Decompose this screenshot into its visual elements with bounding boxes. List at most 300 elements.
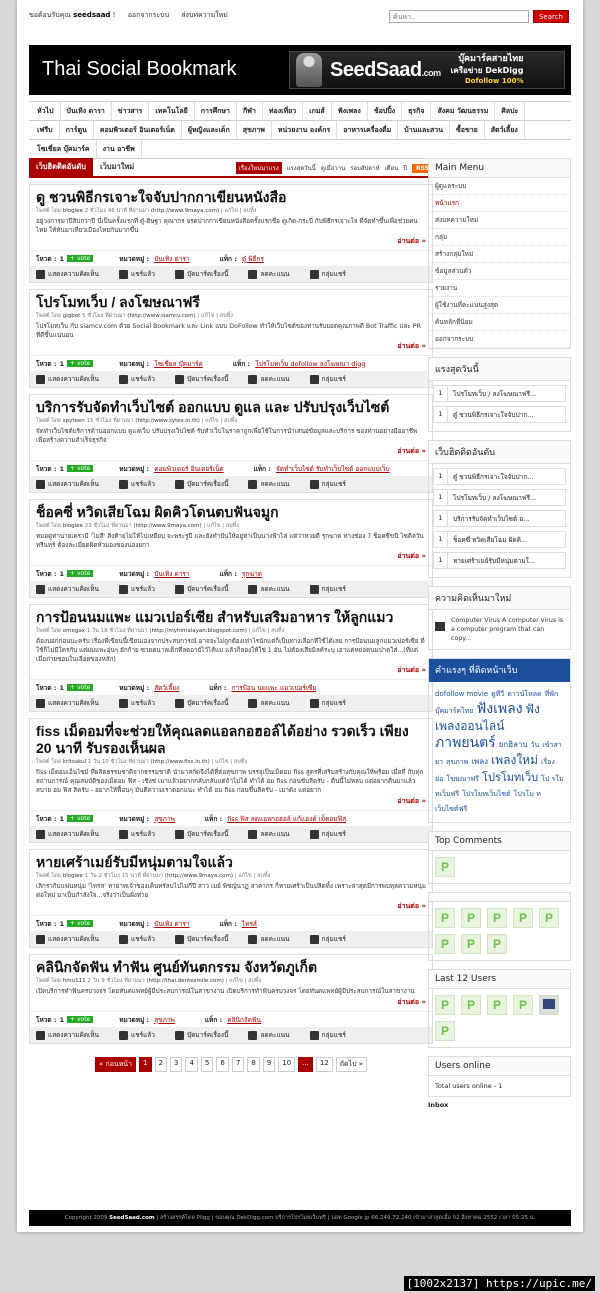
share-link[interactable] — [119, 698, 155, 708]
top-stories-box — [428, 440, 571, 578]
avatar[interactable] — [461, 934, 481, 954]
edit-link[interactable]: แก้ไข — [224, 208, 238, 214]
tag-cloud-link[interactable]: โปรโม ทเว็บไซต์ฟรี — [435, 790, 541, 813]
tags-label: แท็ก : — [232, 359, 251, 368]
share-link-label: แชร์แล้ว — [131, 1031, 155, 1039]
vote-count: 1 — [59, 254, 65, 263]
tag-cloud-link[interactable]: โป รโมทเว็บฟรี — [435, 775, 564, 798]
show-comments-link[interactable] — [36, 269, 99, 279]
page-number[interactable]: 3 — [170, 1057, 182, 1072]
show-comments-link[interactable] — [36, 934, 99, 944]
story-category — [119, 464, 223, 474]
story-time: 5 ชั่วโมง ที่ผ่านมา — [82, 313, 126, 319]
nav-item[interactable]: กีฬา — [237, 102, 263, 120]
edit-link[interactable]: แก้ไข — [207, 523, 221, 529]
read-more-link[interactable]: อ่านต่อ » — [397, 237, 426, 245]
share-link[interactable] — [119, 584, 155, 594]
page-number[interactable]: 6 — [216, 1057, 228, 1072]
vote-button[interactable]: + vote — [67, 255, 93, 262]
main-menu-item[interactable]: กลุ่ม — [429, 229, 570, 246]
tag-cloud-link[interactable]: ที่พัก — [544, 690, 559, 698]
vote-count: 1 — [59, 569, 65, 578]
tag-cloud-link[interactable]: ย่อ — [435, 775, 444, 783]
nav-item[interactable]: การศึกษา — [195, 102, 237, 120]
page-number[interactable]: ... — [298, 1057, 313, 1072]
rank-title: ตู๋ ชวนพิธีกรเจาะใจจับปาก... — [453, 472, 534, 481]
bookmark-link[interactable] — [175, 934, 228, 944]
top-stories-title: เว็บฮิตติดอันดับ — [429, 441, 570, 464]
avatar[interactable] — [487, 934, 507, 954]
report-link[interactable] — [248, 374, 289, 384]
group-share-link[interactable] — [310, 479, 346, 489]
bookmark-link[interactable] — [175, 479, 228, 489]
story-title[interactable]: บริการรับจัดทำเว็บไซต์ ออกแบบ ดูแล และ ปรับปรุงเว็บไซต์ — [36, 399, 390, 415]
bookmark-link[interactable] — [175, 1030, 228, 1040]
tag-cloud-link[interactable]: ภาพยนตร์ — [435, 735, 496, 751]
search-area — [389, 10, 569, 23]
delete-link[interactable]: ลบทิ้ง — [219, 313, 233, 319]
rss-icon[interactable]: RSS — [412, 164, 433, 173]
group-share-link[interactable] — [310, 584, 346, 594]
avatar[interactable] — [539, 908, 559, 928]
share-link[interactable] — [119, 374, 155, 384]
share-link[interactable] — [119, 1030, 155, 1040]
tag-link[interactable]: fiss ฟิส ลดแอลกอฮอล์ แก้แฮงค์ เม็ดอมฟิส — [227, 814, 347, 823]
nav-item[interactable]: บันเทิง ดารา — [61, 102, 112, 120]
tag-cloud-link[interactable]: เพลง — [471, 757, 489, 766]
avatar[interactable] — [513, 995, 533, 1015]
story-author[interactable]: gigbot — [62, 313, 81, 319]
mascot-icon — [296, 53, 322, 87]
nav-item[interactable]: ศิลปะ — [495, 102, 525, 120]
story-item — [29, 184, 433, 283]
logout-link[interactable]: ออกจากระบบ — [127, 11, 170, 19]
story-author[interactable]: spyteen — [62, 418, 85, 424]
avatar[interactable] — [513, 908, 533, 928]
edit-link[interactable]: แก้ไข — [252, 628, 266, 634]
username-link[interactable]: seedsaad — [73, 11, 111, 19]
vote-row — [30, 810, 432, 826]
avatar[interactable] — [435, 857, 455, 877]
edit-link[interactable]: แก้ไข — [201, 313, 215, 319]
story-category — [119, 683, 179, 693]
story-excerpt: เปิดบริการทำฟันครบวงจร โดยทันตแพทย์ผู้มีประสบการณ์ในสาขางาน เปิดบริการทำฟันครบวงจร โดยทันตแพทย์ผู้มีประสบการณ์ในสาขางาน — [36, 988, 415, 995]
story-item — [29, 499, 433, 598]
story-tags — [209, 683, 316, 693]
bookmark-link-label: บุ๊คมาร์คเรื่องนี้ — [186, 935, 229, 943]
category-link[interactable]: โซเชี่ยล บุ๊คมาร์ค — [154, 359, 203, 368]
category-label: หมวดหมู่ : — [119, 254, 150, 263]
rank-item[interactable] — [433, 468, 566, 485]
story-author[interactable]: omegax — [62, 628, 85, 634]
story-meta: โพสต์ โดย spyteen 15 ชั่วโมง ที่ผ่านมา (http://www.sytes.in.th) | แก้ไข | ลบทิ้ง — [36, 418, 238, 424]
report-link-label: ลดคะแนน — [260, 830, 290, 838]
story-item — [29, 954, 433, 1044]
sort-yesterday[interactable]: ดูเมื่อวาน — [320, 165, 346, 172]
story-body — [30, 395, 432, 460]
main-menu-item[interactable]: รายงาน — [429, 280, 570, 297]
nav-item[interactable]: ท่องเที่ยว — [263, 102, 303, 120]
bookmark-icon — [175, 375, 184, 384]
rank-item[interactable] — [433, 531, 566, 548]
nav-item[interactable]: หน่วยงาน องค์กร — [272, 121, 337, 139]
story-excerpt: fiss เม็ดอมเอ็นไซม์ ที่ผลิตธรรมชาติจากธรรมชาติ นำมาสกัดจึงได้ที่ต่อสุขภาพ บรรจุเป็นเม็ดอม fiss ​​​​​​​สูตรที่เสริมสร้างกับคุณให้พร้อม เมื่อที่ กับทุกสถานการณ์ คุณสมบัติของเม็ดอม ฟิส - เชิงช่ เมาแล้วอยากกลับกลับแต่ถ้าไม่ได้ ทำได้ อม fiss ก่อนขับสิครับ - ตื่นนี้ไม่หลบ แต่อยากตื่นมาแล้วสบาย อม ฟิส สิครับ - อยากให้ฟื้อนๆ มันตีความเราดอกแนะ ทำได้ อม fiss ก่อนขึ้นสิครับ - เมาดัง แต่อยาก — [36, 769, 424, 794]
new-comments-box — [428, 586, 571, 650]
delete-link[interactable]: ลบทิ้ง — [257, 873, 271, 879]
nav-item[interactable]: ข่าวสาร — [112, 102, 150, 120]
nav-item[interactable]: บ้านและสวน — [398, 121, 450, 139]
vote-button[interactable]: + vote — [67, 815, 93, 822]
read-more-link[interactable]: อ่านต่อ » — [397, 902, 426, 910]
avatar[interactable] — [461, 908, 481, 928]
tag-cloud-link[interactable]: เข้าสายา — [435, 741, 562, 766]
avatar[interactable] — [487, 995, 507, 1015]
read-more-link[interactable]: อ่านต่อ » — [397, 998, 426, 1006]
tags-label: แท็ก : — [219, 569, 237, 578]
tag-cloud-link[interactable]: ดาวน์โหลด — [507, 690, 542, 698]
story-url[interactable]: (http://www.9maya.com) — [133, 523, 202, 529]
bookmark-link[interactable] — [175, 584, 228, 594]
comment-icon — [36, 270, 45, 279]
page-number[interactable]: 10 — [278, 1057, 295, 1072]
sort-today[interactable]: แรงสุดวันนี้ — [286, 165, 316, 172]
tag-cloud-link[interactable]: เพลงใหม่ — [491, 753, 538, 767]
group-share-link[interactable] — [310, 698, 346, 708]
delete-link[interactable]: ลบทิ้ง — [225, 523, 239, 529]
category-link[interactable]: บันเทิง ดารา — [154, 569, 190, 578]
vote-button[interactable]: + vote — [67, 684, 93, 691]
nav-item[interactable]: งาน อาชีพ — [97, 140, 142, 158]
report-link-label: ลดคะแนน — [260, 1031, 290, 1039]
nav-item[interactable]: เกมส์ — [303, 102, 332, 120]
story-url[interactable]: (http://www.sytes.in.th) — [135, 418, 200, 424]
share-icon — [119, 830, 128, 839]
show-comments-link[interactable] — [36, 698, 99, 708]
category-nav — [29, 101, 571, 159]
main-menu-item[interactable]: ค้นหลักที่นิยม — [429, 314, 570, 331]
rank-item[interactable] — [433, 510, 566, 527]
last-users-box — [428, 969, 571, 1048]
avatar[interactable] — [487, 908, 507, 928]
nav-item[interactable]: คอมพิวเตอร์ อินเตอร์เน็ต — [94, 121, 182, 139]
report-link-label: ลดคะแนน — [260, 375, 290, 383]
read-more-link[interactable]: อ่านต่อ » — [397, 552, 426, 560]
tag-link[interactable]: จัดทำเว็บไซต์ รับทำเว็บไซต์ ออกแบบเว็บ — [276, 464, 390, 473]
vote-row — [30, 915, 432, 931]
comment-item[interactable] — [429, 610, 570, 649]
main-menu-item[interactable]: ผู้ดูแลระบบ — [429, 178, 570, 195]
tag-cloud-link[interactable]: ดูทีวี — [491, 690, 505, 698]
next-page-button[interactable]: ถัดไป » — [336, 1057, 367, 1072]
nav-item[interactable]: การ์ตูน — [60, 121, 94, 139]
bookmark-link-label: บุ๊คมาร์คเรื่องนี้ — [186, 830, 229, 838]
story-meta: โพสต์ โดย bloglee 1 วัน 2 ชั่วโมง 15 นาที ที่ผ่านมา (http://www.9maya.com) | แก้ไข | ลบทิ้ง — [36, 873, 271, 879]
page-number[interactable]: 4 — [185, 1057, 197, 1072]
delete-link[interactable]: ลบทิ้ง — [270, 628, 285, 634]
category-label: หมวดหมู่ : — [119, 919, 150, 928]
tag-cloud-link[interactable]: โปรโมทเว็บ — [482, 771, 539, 784]
vote-button[interactable]: + vote — [67, 465, 93, 472]
seedsaad-logo[interactable] — [289, 51, 565, 89]
story-title[interactable]: ช็อคซี่ หวิดเสียโฉม ผิดคิวโดนตบฟันจมูก — [36, 504, 279, 520]
rank-item[interactable] — [433, 552, 566, 569]
tag-link[interactable]: คลินิกจัดฟัน — [227, 1015, 261, 1024]
nav-item[interactable]: สังคม วัฒนธรรม — [431, 102, 495, 120]
group-share-link[interactable] — [310, 934, 346, 944]
page-number[interactable]: 8 — [247, 1057, 259, 1072]
story-title[interactable]: fiss เม็ดอมที่จะช่วยให้คุณลดแอลกอฮอล์ได้อย่าง รวดเร็ว เพียง 20 นาที รับรองเห็นผล — [36, 723, 409, 756]
report-link[interactable] — [248, 829, 289, 839]
avatar[interactable] — [435, 934, 455, 954]
search-input[interactable] — [389, 10, 529, 23]
read-more-link[interactable]: อ่านต่อ » — [397, 342, 426, 350]
page-number[interactable]: 9 — [263, 1057, 275, 1072]
story-url[interactable]: (http://myhimalayan.blogspot.com) — [149, 628, 247, 634]
delete-link[interactable]: ลบทิ้ง — [248, 978, 262, 984]
tag-link[interactable]: โปรโมทเว็บ dofollow ลงโฆษณา digg — [255, 359, 366, 368]
story-title[interactable]: โปรโมทเว็บ / ลงโฆษณาฟรี — [36, 294, 200, 310]
tag-cloud-link[interactable]: โปรโมทเว็บไซต์ — [462, 790, 511, 798]
read-more-link[interactable]: อ่านต่อ » — [397, 447, 426, 455]
avatar[interactable] — [461, 995, 481, 1015]
comment-icon — [435, 622, 445, 631]
submit-link[interactable]: ส่งบทความใหม่ — [181, 11, 228, 19]
report-link[interactable] — [248, 479, 289, 489]
nav-item[interactable]: สัตว์เลี้ยง — [485, 121, 525, 139]
tag-cloud-link[interactable]: สุขภาพ — [446, 758, 469, 766]
share-icon — [119, 935, 128, 944]
sort-week[interactable]: รอบสัปดาห์ — [350, 165, 380, 172]
share-link[interactable] — [119, 934, 155, 944]
avatar[interactable] — [435, 908, 455, 928]
tag-cloud-link[interactable]: ฟังเพลง — [476, 701, 523, 717]
share-link[interactable] — [119, 829, 155, 839]
group-share-link[interactable] — [310, 1030, 346, 1040]
read-more-link[interactable]: อ่านต่อ » — [397, 666, 426, 674]
tags-label: แท็ก : — [204, 1015, 223, 1024]
nav-item[interactable]: เทคโนโลยี — [149, 102, 194, 120]
story-excerpt: โปรโมทเว็บ กับ siamcv.com ด้วย Social Bookmark และ Link แบบ DoFollow ทำให้เว็บไซต์ของท่านรับยอดคุณภาพดี Bot Traffic และ PR ที่ดีขึ้นแน่นอน — [36, 323, 421, 339]
tag-cloud-link[interactable]: วัน — [530, 741, 540, 749]
show-comments-link[interactable] — [36, 479, 99, 489]
share-link[interactable] — [119, 269, 155, 279]
report-link[interactable] — [248, 1030, 289, 1040]
share-link[interactable] — [119, 479, 155, 489]
story-title[interactable]: การป้อนนมแพะ แมวเปอร์เซีย สำหรับเสริมอาหาร ให้ลูกแมว — [36, 609, 394, 625]
group-icon — [310, 480, 319, 489]
report-link[interactable] — [248, 698, 289, 708]
tag-cloud-title: คำแรงๆ ที่ติดหน้าเว็บ — [429, 659, 570, 682]
story-title[interactable]: ดู ชวนพิธีกรเจาะใจจับปากกาเขียนหนังสือ — [36, 189, 287, 205]
vote-button[interactable]: + vote — [67, 570, 93, 577]
sort-year[interactable]: ปี — [403, 165, 407, 172]
nav-item[interactable]: ผู้หญิงและเด็ก — [182, 121, 237, 139]
inbox-link[interactable]: Inbox — [428, 1101, 449, 1109]
sort-month[interactable]: เดือน — [384, 165, 399, 172]
report-link-label: ลดคะแนน — [260, 699, 290, 707]
category-link[interactable]: บันเทิง ดารา — [154, 254, 190, 263]
page-number[interactable]: 7 — [232, 1057, 244, 1072]
show-comments-link[interactable] — [36, 1030, 99, 1040]
tag-cloud-link[interactable]: โฆษณาฟรี — [446, 775, 480, 783]
story-author[interactable]: bloglee — [62, 873, 83, 879]
bookmark-icon — [175, 699, 184, 708]
show-comments-link[interactable] — [36, 584, 99, 594]
story-excerpt: อยู่วงการมาปีสิบกว่าปี นี่เป็นครั้งแรกที่ ตู๋-ดิษฐา คุณากร จรดปากกาเขียนหนังสือครั้งแรกชื่อ ดูเกิด-กระบี่ กับพิธีกรเจาะใจ ที่จัดทำขึ้นเพื่อช่วยคนไทย ให้หันมาเที่ยวเมืองไทยกันมากขึ้น — [36, 218, 418, 234]
main-menu-item[interactable]: หน้าแรก — [429, 195, 570, 212]
show-comments-link[interactable] — [36, 374, 99, 384]
report-link[interactable] — [248, 269, 289, 279]
footer-brand-link[interactable]: SeedSaad.com — [109, 1215, 155, 1221]
group-share-link[interactable] — [310, 374, 346, 384]
story-tags — [220, 254, 264, 264]
bookmark-icon — [175, 480, 184, 489]
nav-item[interactable]: โซเชี่ยล บุ๊คมาร์ค — [29, 140, 97, 158]
story-author[interactable]: kritsakul — [62, 759, 87, 765]
story-tools — [30, 581, 432, 597]
rank-item[interactable] — [433, 489, 566, 506]
tag-cloud-link[interactable]: dofollow movie — [435, 690, 489, 698]
sort-new[interactable]: เรื่องใหม่มาแรง — [236, 162, 282, 174]
tags-label: แท็ก : — [219, 919, 237, 928]
nav-item[interactable]: หัวไป — [29, 102, 61, 120]
story-tabs — [29, 160, 433, 178]
rank-title: ช็อคซี่ หวิดเสียโฉม ผิดคิ... — [453, 535, 528, 544]
nav-item[interactable]: ซื้อขาย — [450, 121, 485, 139]
rank-item[interactable] — [433, 385, 566, 402]
last-users-avatars — [429, 989, 570, 1047]
avatar[interactable] — [435, 1021, 455, 1041]
show-comments-link-label: แสดงความคิดเห็น — [48, 480, 100, 488]
vote-button[interactable]: + vote — [67, 1016, 93, 1023]
report-link[interactable] — [248, 584, 289, 594]
tab-upcoming[interactable]: เว็บมาใหม่ — [100, 162, 135, 171]
delete-link[interactable]: ลบทิ้ง — [223, 418, 238, 424]
tag-link[interactable]: ตู๋ พิธีกร — [241, 254, 264, 263]
story-body — [30, 185, 432, 250]
report-icon — [248, 1031, 257, 1040]
story-author[interactable]: bloglee — [62, 523, 83, 529]
rank-vote-count: 1 — [434, 490, 448, 505]
main-menu-item[interactable]: สร้างกลุ่มใหม่ — [429, 246, 570, 263]
report-link[interactable] — [248, 934, 289, 944]
nav-item[interactable]: อาหารเครื่องดื่ม — [337, 121, 398, 139]
story-title[interactable]: หายเศร้าเมย์รับมีหนุ่มตามใจแล้ว — [36, 854, 233, 870]
category-label: หมวดหมู่ : — [119, 569, 150, 578]
avatar[interactable] — [435, 995, 455, 1015]
story-url[interactable]: (http://www.fiss.in.th) — [150, 759, 210, 765]
category-link[interactable]: สุขภาพ — [154, 814, 175, 823]
read-more-link[interactable]: อ่านต่อ » — [397, 797, 426, 805]
tag-cloud-link[interactable]: เรื่อง — [541, 758, 555, 766]
bookmark-link[interactable] — [175, 269, 228, 279]
search-button[interactable]: Search — [533, 10, 569, 23]
tag-cloud-link[interactable]: ยกฮิลาบ — [498, 740, 528, 749]
bookmark-link[interactable] — [175, 374, 228, 384]
delete-link[interactable]: ลบทิ้ง — [243, 208, 257, 214]
site-title[interactable]: Thai Social Bookmark — [42, 58, 237, 80]
bookmark-link[interactable] — [175, 829, 228, 839]
report-link-label: ลดคะแนน — [260, 585, 290, 593]
share-link-label: แชร์แล้ว — [131, 480, 155, 488]
tag-link[interactable]: การป้อน นมแพะ แมวเปอร์เซีย — [231, 683, 317, 692]
story-author[interactable]: bloglee — [62, 208, 83, 214]
tag-cloud-link[interactable]: บุ๊คมาร์คไทย — [435, 707, 474, 715]
rank-item[interactable] — [433, 406, 566, 423]
page-number[interactable]: 12 — [316, 1057, 333, 1072]
vote-button[interactable]: + vote — [67, 920, 93, 927]
group-icon — [310, 935, 319, 944]
nav-item[interactable]: เฟรีบ — [29, 121, 60, 139]
prev-page-button[interactable]: « ก่อนหน้า — [95, 1057, 136, 1072]
report-icon — [248, 699, 257, 708]
edit-link[interactable]: แก้ไข — [205, 418, 219, 424]
vote-button[interactable]: + vote — [67, 360, 93, 367]
nav-row — [29, 140, 571, 159]
sidebar — [428, 158, 571, 1109]
story-time: 1 วัน 10 ชั่วโมง ที่ผ่านมา — [87, 759, 149, 765]
edit-link[interactable]: แก้ไข — [229, 978, 243, 984]
nav-item[interactable]: ช้อปปิ้ง — [368, 102, 402, 120]
category-link[interactable]: สุขภาพ — [154, 1015, 175, 1024]
avatar[interactable] — [539, 995, 559, 1015]
rank-vote-count: 1 — [434, 532, 448, 547]
nav-item[interactable]: สุขภาพ — [237, 121, 272, 139]
main-menu-item[interactable]: ออกจากระบบ — [429, 331, 570, 348]
story-url[interactable]: (http://www.siamcv.com) — [127, 313, 196, 319]
story-url[interactable]: (http://thai.dentesmile.com) — [146, 978, 224, 984]
edit-link[interactable]: แก้ไข — [215, 759, 229, 765]
story-title[interactable]: คลินิกจัดฟัน ทำฟัน ศูนย์ทันตกรรม จังหวัดภูเก็ต — [36, 959, 318, 975]
page-number[interactable]: 1 — [139, 1057, 151, 1072]
story-tools — [30, 371, 432, 387]
tab-published[interactable]: เว็บฮิตติดอันดับ — [29, 158, 93, 176]
page-number[interactable]: 5 — [201, 1057, 213, 1072]
group-share-link[interactable] — [310, 829, 346, 839]
show-comments-link-label: แสดงความคิดเห็น — [48, 1031, 100, 1039]
story-category — [119, 359, 203, 369]
nav-item[interactable]: ธุรกิจ — [402, 102, 431, 120]
group-share-link[interactable] — [310, 269, 346, 279]
delete-link[interactable]: ลบทิ้ง — [233, 759, 248, 765]
hot-today-box — [428, 357, 571, 432]
main-menu-item[interactable]: ผู้ใช้งานที่คะแนนสูงสุด — [429, 297, 570, 314]
show-comments-link[interactable] — [36, 829, 99, 839]
bookmark-link[interactable] — [175, 698, 228, 708]
tag-link[interactable]: ไทรส์ — [241, 919, 257, 928]
tag-link[interactable]: รุกฆาต — [241, 569, 263, 578]
main-menu-item[interactable]: ข้อมูลส่วนตัว — [429, 263, 570, 280]
category-link[interactable]: คอมพิวเตอร์ อินเตอร์เน็ต — [154, 464, 224, 473]
nav-item[interactable]: ฟังเพลง — [332, 102, 368, 120]
vote-count: 1 — [59, 359, 65, 368]
main-menu-item[interactable]: ส่งบทความใหม่ — [429, 212, 570, 229]
category-link[interactable]: บันเทิง ดารา — [154, 919, 190, 928]
show-comments-link-label: แสดงความคิดเห็น — [48, 699, 100, 707]
last-users-title: Last 12 Users — [429, 970, 570, 989]
story-url[interactable]: (http://www.9maya.com) — [150, 208, 220, 214]
page-number[interactable]: 2 — [155, 1057, 167, 1072]
vote-count: 1 — [59, 1015, 65, 1024]
story-tags — [205, 814, 346, 824]
story-author[interactable]: hmu111 — [62, 978, 86, 984]
tag-cloud-link[interactable]: ฟังเพลงออนไลน์ — [435, 702, 540, 733]
edit-link[interactable]: แก้ไข — [238, 873, 252, 879]
share-link-label: แชร์แล้ว — [131, 270, 155, 278]
story-url[interactable]: (http://www.9maya.com) — [164, 873, 233, 879]
story-body — [30, 605, 432, 679]
category-link[interactable]: สัตว์เลี้ยง — [154, 683, 180, 692]
